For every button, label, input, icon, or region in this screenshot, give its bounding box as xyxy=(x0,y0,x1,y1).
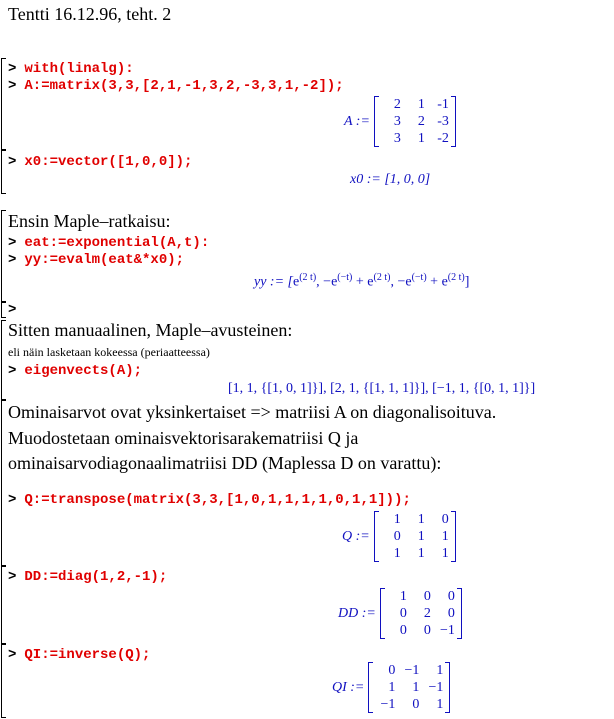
matrix-cell: 3 xyxy=(393,113,401,129)
matrix xyxy=(374,511,456,562)
prompt: > xyxy=(8,569,17,585)
matrix-cell: 0 xyxy=(423,588,431,604)
matrix-cell: 0 xyxy=(393,528,401,544)
command-text[interactable]: DD:=diag(1,2,-1); xyxy=(24,569,168,585)
exponent: (−t) xyxy=(411,272,427,283)
input-line-x0[interactable] xyxy=(8,152,192,170)
matrix-cell: 2 xyxy=(417,113,425,129)
matrix-cell: 1 xyxy=(441,528,449,544)
exec-group-bracket[interactable] xyxy=(1,58,6,150)
exponent: (2 t) xyxy=(373,272,391,283)
matrix-cell: 1 xyxy=(417,545,425,561)
plus: + xyxy=(426,274,442,290)
command-text[interactable]: yy:=evalm(eat&*x0); xyxy=(24,252,185,268)
text-ensin: Ensin Maple–ratkaisu: xyxy=(8,211,171,231)
matrix-cell: −1 xyxy=(439,622,455,638)
exp-e: e xyxy=(331,274,338,290)
output-matrix-q xyxy=(342,511,456,562)
matrix-cell: 1 xyxy=(417,130,425,146)
output-matrix-dd xyxy=(338,588,462,639)
close-bracket: ] xyxy=(464,274,470,290)
text-eli: eli näin lasketaan kokeessa (periaatteessa) xyxy=(8,345,210,359)
matrix-cell: 1 xyxy=(399,588,407,604)
input-line-yy[interactable] xyxy=(8,250,184,268)
matrix-cell: 1 xyxy=(388,679,396,695)
matrix xyxy=(368,662,450,713)
exp-e: e xyxy=(405,274,412,290)
exponent: (2 t) xyxy=(299,272,317,283)
matrix-cell: 1 xyxy=(393,545,401,561)
prompt: > xyxy=(8,302,17,318)
matrix-cell: −1 xyxy=(404,662,420,678)
exec-group-bracket[interactable] xyxy=(1,644,6,718)
output-yy xyxy=(254,272,469,291)
matrix-cell: 0 xyxy=(388,662,396,678)
matrix-cell: -2 xyxy=(437,130,449,146)
prompt: > xyxy=(8,78,17,94)
command-text[interactable]: eat:=exponential(A,t): xyxy=(24,235,210,251)
matrix-cell: 0 xyxy=(412,696,420,712)
command-text[interactable]: A:=matrix(3,3,[2,1,-1,3,2,-3,3,1,-2]); xyxy=(24,78,344,94)
input-line-eat[interactable] xyxy=(8,233,209,251)
exec-group-bracket[interactable] xyxy=(1,150,6,194)
matrix-cell: 1 xyxy=(441,545,449,561)
output-matrix-qi xyxy=(332,662,450,713)
separator: , − xyxy=(316,274,332,290)
matrix-cell: 1 xyxy=(417,511,425,527)
command-text[interactable]: QI:=inverse(Q); xyxy=(24,647,151,663)
matrix-cell: 1 xyxy=(417,528,425,544)
output-lhs: QI := xyxy=(332,679,365,695)
matrix-cell: 2 xyxy=(423,605,431,621)
text-ominaisarvot: Ominaisarvot ovat yksinkertaiset => matriisi A on diagonalisoituva. xyxy=(8,402,497,422)
prompt: > xyxy=(8,154,17,170)
input-line-dd[interactable] xyxy=(8,567,167,585)
text-diagonaali: ominaisarvodiagonaalimatriisi DD (Maplessa D on varattu): xyxy=(8,453,442,473)
matrix-cell: 1 xyxy=(393,511,401,527)
exec-group-bracket[interactable] xyxy=(1,302,6,318)
matrix-cell: −1 xyxy=(428,679,444,695)
separator: , − xyxy=(390,274,406,290)
exec-group-bracket[interactable] xyxy=(1,320,6,400)
exec-group-bracket[interactable] xyxy=(1,400,6,566)
prompt: > xyxy=(8,252,17,268)
matrix-cell: 0 xyxy=(423,622,431,638)
output-lhs: A := xyxy=(344,113,370,129)
prompt: > xyxy=(8,647,17,663)
matrix-cell: 1 xyxy=(436,696,444,712)
command-text[interactable]: x0:=vector([1,0,0]); xyxy=(24,154,193,170)
text-sitten: Sitten manuaalinen, Maple–avusteinen: xyxy=(8,320,293,340)
prompt: > xyxy=(8,363,17,379)
worksheet-title: Tentti 16.12.96, teht. 2 xyxy=(8,4,172,24)
matrix-cell: -3 xyxy=(437,113,449,129)
exp-e: e xyxy=(293,274,300,290)
output-lhs: Q := xyxy=(342,528,370,544)
output-matrix-a xyxy=(344,96,456,147)
matrix-cell: 0 xyxy=(399,622,407,638)
input-line-linalg[interactable] xyxy=(8,59,134,77)
input-line-matrix-a[interactable] xyxy=(8,76,344,94)
matrix-cell: 0 xyxy=(447,588,455,604)
input-line-q[interactable] xyxy=(8,490,411,508)
matrix-cell: 0 xyxy=(399,605,407,621)
output-lhs: DD := xyxy=(338,605,376,621)
matrix-cell: 3 xyxy=(393,130,401,146)
text-muodostetaan: Muodostetaan ominaisvektorisarakematriisi Q ja xyxy=(8,428,359,448)
input-line-qi[interactable] xyxy=(8,645,150,663)
matrix-cell: 2 xyxy=(393,96,401,112)
exec-group-bracket[interactable] xyxy=(1,210,6,302)
matrix-cell: 1 xyxy=(412,679,420,695)
matrix-cell: 1 xyxy=(417,96,425,112)
exponent: (−t) xyxy=(337,272,353,283)
matrix-cell: 0 xyxy=(447,605,455,621)
matrix xyxy=(380,588,462,639)
input-line-eigenvects[interactable] xyxy=(8,361,142,379)
matrix xyxy=(374,96,456,147)
exec-group-bracket[interactable] xyxy=(1,566,6,644)
input-line-empty[interactable] xyxy=(8,300,24,318)
exp-e: e xyxy=(441,274,448,290)
output-eigenvects: [1, 1, {[1, 0, 1]}], [2, 1, {[1, 1, 1]}], [−1, 1, {[0, 1, 1]}] xyxy=(228,381,536,396)
plus: + xyxy=(352,274,368,290)
command-text[interactable]: Q:=transpose(matrix(3,3,[1,0,1,1,1,1,0,1,1])); xyxy=(24,492,411,508)
prompt: > xyxy=(8,61,17,77)
output-lhs: yy := [ xyxy=(254,274,293,290)
command-text[interactable]: with(linalg): xyxy=(24,61,134,77)
prompt: > xyxy=(8,235,17,251)
command-text[interactable]: eigenvects(A); xyxy=(24,363,143,379)
matrix-cell: -1 xyxy=(437,96,449,112)
matrix-cell: −1 xyxy=(380,696,396,712)
prompt: > xyxy=(8,492,17,508)
exp-e: e xyxy=(367,274,374,290)
matrix-cell: 1 xyxy=(436,662,444,678)
matrix-cell: 0 xyxy=(441,511,449,527)
exponent: (2 t) xyxy=(447,272,465,283)
output-x0: x0 := [1, 0, 0] xyxy=(350,172,431,187)
